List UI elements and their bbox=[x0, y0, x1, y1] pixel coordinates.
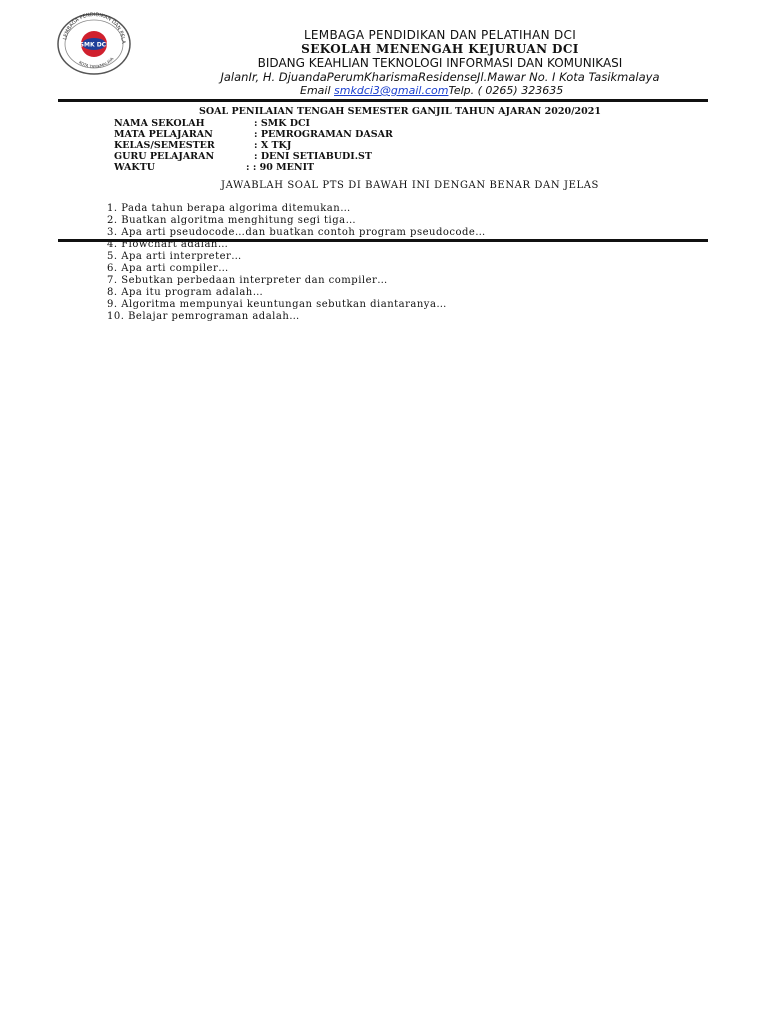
logo-bottom-text: KOTA TASIKMALAYA bbox=[77, 56, 115, 70]
question-item: 7. Sebutkan perbedaan interpreter dan compiler… bbox=[107, 275, 388, 286]
question-item: 4. Flowchart adalah… bbox=[107, 239, 229, 250]
info-value: : DENI SETIABUDI.ST bbox=[254, 151, 372, 162]
question-item: 3. Apa arti pseudocode…dan buatkan contoh program pseudocode… bbox=[107, 227, 486, 238]
info-row bbox=[114, 140, 291, 151]
question-item: 2. Buatkan algoritma menghitung segi tiga… bbox=[107, 215, 357, 226]
info-label: KELAS/SEMESTER bbox=[114, 140, 215, 151]
instruction: JAWABLAH SOAL PTS DI BAWAH INI DENGAN BENAR DAN JELAS bbox=[220, 180, 600, 191]
info-label: MATA PELAJARAN bbox=[114, 129, 213, 140]
address: JalanIr, H. DjuandaPerumKharismaResidenseJl.Mawar No. I Kota Tasikmalaya bbox=[220, 70, 660, 84]
info-row bbox=[114, 129, 393, 140]
logo-center-text: SMK DCI bbox=[79, 41, 109, 49]
institution-name: LEMBAGA PENDIDIKAN DAN PELATIHAN DCI bbox=[303, 28, 577, 42]
document-title: SOAL PENILAIAN TENGAH SEMESTER GANJIL TAHUN AJARAN 2020/2021 bbox=[199, 106, 601, 117]
school-name: SEKOLAH MENENGAH KEJURUAN DCI bbox=[301, 42, 579, 56]
header-divider bbox=[58, 99, 708, 102]
info-row bbox=[114, 151, 372, 162]
info-value: : SMK DCI bbox=[254, 118, 310, 129]
email-prefix: Email bbox=[300, 84, 335, 97]
question-item: 6. Apa arti compiler… bbox=[107, 263, 229, 274]
school-logo bbox=[54, 12, 134, 76]
info-label: GURU PELAJARAN bbox=[114, 151, 215, 162]
info-value: : X TKJ bbox=[254, 140, 292, 151]
question-item: 5. Apa arti interpreter… bbox=[107, 251, 242, 262]
info-value: : PEMROGRAMAN DASAR bbox=[254, 129, 393, 140]
contact-line bbox=[300, 84, 600, 98]
question-item: 8. Apa itu program adalah… bbox=[107, 287, 264, 298]
question-item: 9. Algoritma mempunyai keuntungan sebutkan diantaranya… bbox=[107, 299, 447, 310]
logo-ring-text: LEMBAGA PENDIDIKAN DAN PELA bbox=[62, 12, 127, 44]
phone: Telp. ( 0265) 323635 bbox=[448, 84, 564, 97]
department-name: BIDANG KEAHLIAN TEKNOLOGI INFORMASI DAN KOMUNIKASI bbox=[257, 56, 623, 70]
question-item: 1. Pada tahun berapa algorima ditemukan… bbox=[107, 203, 351, 214]
question-item: 10. Belajar pemrograman adalah… bbox=[107, 311, 300, 322]
info-row bbox=[114, 118, 310, 129]
info-label: NAMA SEKOLAH bbox=[114, 118, 205, 129]
info-label: WAKTU bbox=[114, 162, 156, 173]
info-row bbox=[114, 162, 314, 173]
info-value: : : 90 MENIT bbox=[246, 162, 315, 173]
email-link[interactable]: smkdci3@gmail.com bbox=[334, 84, 449, 97]
